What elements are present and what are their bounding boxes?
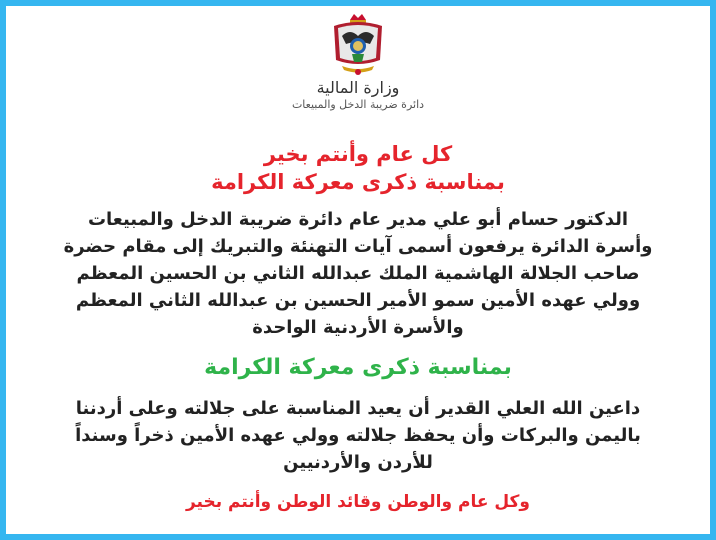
department-name: دائرة ضريبة الدخل والمبيعات (291, 98, 425, 111)
paragraph-line: وأسرة الدائرة يرفعون أسمى آيات التهنئة والتبريك إلى مقام حضرة (63, 236, 653, 257)
greeting-content (20, 140, 696, 514)
congratulation-paragraph (20, 206, 696, 341)
prayer-paragraph (20, 395, 696, 476)
paragraph-line: والأسرة الأردنية الواحدة (252, 317, 464, 338)
jordan-coat-of-arms-icon (328, 10, 388, 76)
closing-line: وكل عام والوطن وقائد الوطن وأنتم بخير (185, 492, 530, 512)
paragraph-line: للأردن والأردنيين (283, 452, 433, 473)
paragraph-line: صاحب الجلالة الهاشمية الملك عبدالله الثاني بن الحسين المعظم (76, 263, 640, 284)
paragraph-line: باليمن والبركات وأن يحفظ جلالته وولي عهده الأمين ذخراً وسنداً (75, 425, 641, 446)
occasion-subheading: بمناسبة ذكرى معركة الكرامة (204, 355, 512, 380)
ministry-name: وزارة المالية (316, 78, 400, 97)
paragraph-line: داعين الله العلي القدير أن يعيد المناسبة على جلالته وعلى أردننا (75, 398, 641, 419)
occasion-heading: بمناسبة ذكرى معركة الكرامة (211, 170, 505, 194)
ministry-header (280, 10, 436, 132)
greeting-line: كل عام وأنتم بخير (263, 142, 453, 166)
paragraph-line: الدكتور حسام أبو علي مدير عام دائرة ضريبة الدخل والمبيعات (87, 209, 629, 230)
paragraph-line: وولي عهده الأمين سمو الأمير الحسين بن عبدالله الثاني المعظم (75, 290, 641, 311)
